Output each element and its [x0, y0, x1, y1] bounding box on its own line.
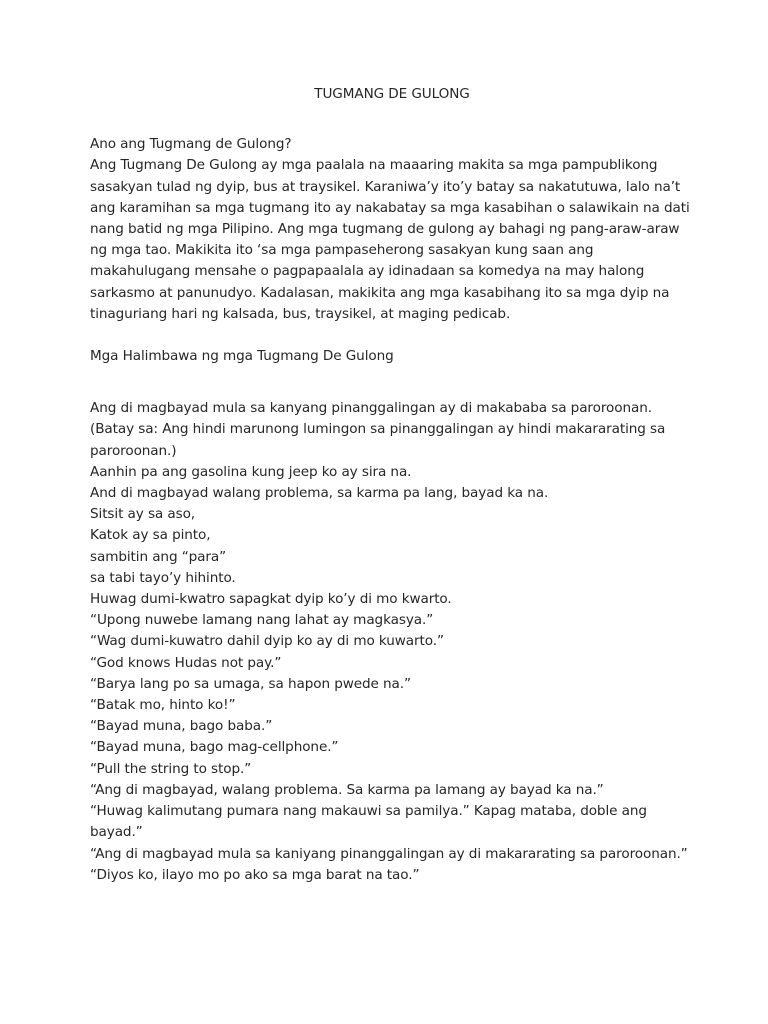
- example-item: Huwag dumi-kwatro sapagkat dyip ko’y di mo kwarto.: [90, 591, 452, 608]
- example-item: “Ang di magbayad, walang problema. Sa karma pa lamang ay bayad ka na.”: [90, 781, 604, 798]
- example-item: “God knows Hudas not pay.”: [90, 654, 282, 671]
- example-item: “Pull the string to stop.”: [90, 760, 252, 777]
- example-item: “Wag dumi-kuwatro dahil dyip ko ay di mo kuwarto.”: [90, 633, 444, 650]
- document-page: [90, 84, 690, 886]
- example-item: Ang di magbayad mula sa kanyang pinanggalingan ay di makababa sa paroroonan. (Batay sa: Ang hindi marunong lumingon sa pinanggalingan ay hindi makararating sa paroroonan.): [90, 400, 666, 459]
- example-item: “Bayad muna, bago mag-cellphone.”: [90, 739, 339, 756]
- example-item: “Bayad muna, bago baba.”: [90, 718, 273, 735]
- example-item: Katok ay sa pinto,: [90, 527, 211, 544]
- examples-heading: Mga Halimbawa ng mga Tugmang De Gulong: [90, 348, 394, 365]
- examples-list: [90, 398, 690, 886]
- example-item: “Diyos ko, ilayo mo po ako sa mga barat na tao.”: [90, 866, 420, 883]
- example-item: sambitin ang “para”: [90, 548, 227, 565]
- example-item: “Batak mo, hinto ko!”: [90, 697, 236, 714]
- example-item: “Upong nuwebe lamang nang lahat ay magkasya.”: [90, 612, 434, 629]
- example-item: Sitsit ay sa aso,: [90, 506, 196, 523]
- question-heading: Ano ang Tugmang de Gulong?: [90, 136, 292, 153]
- intro-paragraph: Ang Tugmang De Gulong ay mga paalala na maaaring makita sa mga pampublikong sasakyan tulad ng dyip, bus at traysikel. Karaniwa’y ito’y batay sa nakatutuwa, lalo na’t ang karamihan sa mga tugmang ito ay nakabatay sa mga kasabihan o salawikain na dati nang batid ng mga Pilipino. Ang mga tugmang de gulong ay bahagi ng pang-araw-araw ng mga tao. Makikita ito ‘sa mga pampaseherong sasakyan kung saan ang makahulugang mensahe o pagpapaalala ay idinadaan sa komedya na may halong sarkasmo at panunudyo. Kadalasan, makikita ang mga kasabihang ito sa mga dyip na tinaguriang hari ng kalsada, bus, traysikel, at maging pedicab.: [90, 157, 690, 322]
- example-item: “Barya lang po sa umaga, sa hapon pwede na.”: [90, 675, 411, 692]
- document-title: TUGMANG DE GULONG: [314, 86, 470, 102]
- example-item: “Huwag kalimutang pumara nang makauwi sa pamilya.” Kapag mataba, doble ang bayad.”: [90, 803, 647, 841]
- example-item: “Ang di magbayad mula sa kaniyang pinanggalingan ay di makararating sa paroroonan.”: [90, 845, 688, 862]
- example-item: Aanhin pa ang gasolina kung jeep ko ay sira na.: [90, 463, 412, 480]
- example-item: And di magbayad walang problema, sa karma pa lang, bayad ka na.: [90, 485, 549, 502]
- example-item: sa tabi tayo’y hihinto.: [90, 569, 236, 586]
